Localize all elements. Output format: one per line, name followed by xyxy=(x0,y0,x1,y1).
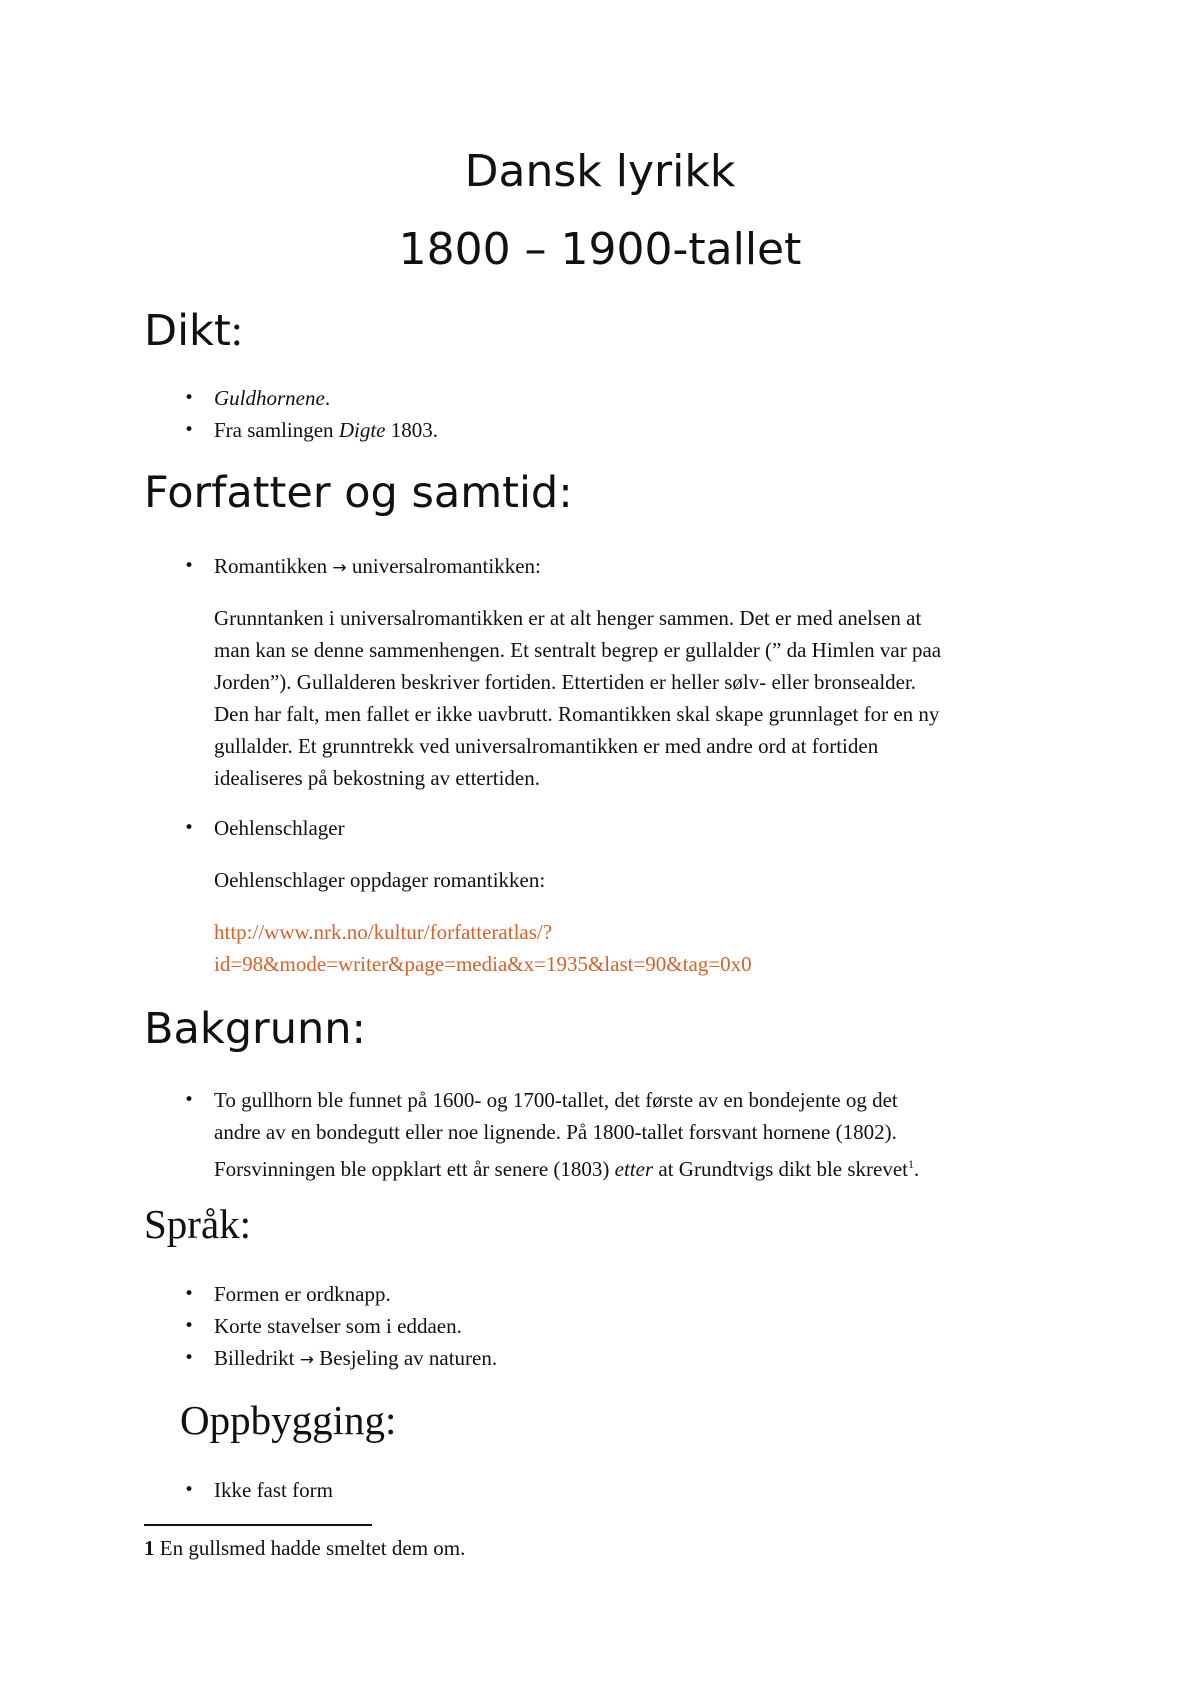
heading-dikt-colon: : xyxy=(230,308,243,355)
line-text: at Grundtvigs dikt ble skrevet xyxy=(653,1157,908,1181)
paragraph-line: Den har falt, men fallet er ikke uavbrutt. Romantikken skal skape grunnlaget for en ny xyxy=(214,702,940,726)
paragraph-line: To gullhorn ble funnet på 1600- og 1700-tallet, det første av en bondejente og det xyxy=(214,1088,898,1112)
footnote xyxy=(144,1532,465,1564)
heading-sprak: Språk: xyxy=(144,1201,252,1247)
list-item-text: Besjeling av naturen. xyxy=(314,1346,498,1370)
list-item-text: Billedrikt xyxy=(214,1346,300,1370)
footnote-number: 1 xyxy=(144,1536,155,1560)
list-item: Oehlenschlager xyxy=(214,816,345,840)
bullet-icon: • xyxy=(184,1284,195,1304)
nrk-link[interactable] xyxy=(214,916,1094,980)
paragraph-line xyxy=(214,1148,1094,1185)
bullet-icon: • xyxy=(184,1316,195,1336)
paragraph-line: andre av en bondegutt eller noe lignende. På 1800-tallet forsvant hornene (1802). xyxy=(214,1120,897,1144)
bakgrunn-paragraph xyxy=(214,1084,1094,1185)
paragraph-line: idealiseres på bekostning av ettertiden. xyxy=(214,766,540,790)
list-item-text: Fra samlingen xyxy=(214,418,339,442)
bullet-icon: • xyxy=(184,388,195,408)
list-item xyxy=(214,414,1074,446)
bullet-icon: • xyxy=(184,1480,195,1500)
heading-dikt-text: Dikt xyxy=(144,306,231,356)
footnote-reference[interactable]: 1 xyxy=(908,1157,914,1171)
list-item-text: Romantikken xyxy=(214,554,333,578)
emphasis: etter xyxy=(614,1157,654,1181)
line-text: Forsvinningen ble oppklart ett år senere (1803) xyxy=(214,1157,615,1181)
bullet-icon: • xyxy=(184,1090,195,1110)
collection-title: Digte xyxy=(338,418,386,442)
paragraph-universalromantikk xyxy=(214,602,1094,794)
document-subtitle: 1800 – 1900-tallet xyxy=(398,224,802,275)
heading-dikt xyxy=(144,306,243,356)
arrow-right-icon: → xyxy=(299,1350,314,1370)
paragraph-line: Jorden”). Gullalderen beskriver fortiden. Ettertiden er heller sølv- eller bronsealder. xyxy=(214,670,917,694)
list-item: Korte stavelser som i eddaen. xyxy=(214,1314,462,1338)
list-item xyxy=(214,382,1074,414)
line-text: . xyxy=(914,1157,920,1181)
list-item xyxy=(214,1342,1074,1376)
list-item: Formen er ordknapp. xyxy=(214,1282,391,1306)
link-line[interactable]: id=98&mode=writer&page=media&x=1935&last=90&tag=0x0 xyxy=(214,952,752,976)
document-title: Dansk lyrikk xyxy=(464,146,736,197)
paragraph-line: gullalder. Et grunntrekk ved universalromantikken er med andre ord at fortiden xyxy=(214,734,879,758)
oehlenschlager-text: Oehlenschlager oppdager romantikken: xyxy=(214,868,546,892)
paragraph-line: Grunntanken i universalromantikken er at alt henger sammen. Det er med anelsen at xyxy=(214,606,922,630)
list-item-text: universalromantikken: xyxy=(346,554,541,578)
heading-bakgrunn: Bakgrunn: xyxy=(144,1004,366,1054)
bullet-icon: • xyxy=(184,420,195,440)
bullet-icon: • xyxy=(184,1348,195,1368)
footnote-text: En gullsmed hadde smeltet dem om. xyxy=(154,1536,466,1560)
poem-title: Guldhornene xyxy=(214,386,325,410)
list-item: Ikke fast form xyxy=(214,1478,333,1502)
list-item-suffix: 1803. xyxy=(385,418,438,442)
list-item-suffix: . xyxy=(324,386,331,410)
bullet-icon: • xyxy=(184,818,195,838)
paragraph-line: man kan se denne sammenhengen. Et sentralt begrep er gullalder (” da Himlen var paa xyxy=(214,638,942,662)
arrow-right-icon: → xyxy=(332,558,347,578)
heading-forfatter: Forfatter og samtid: xyxy=(144,468,573,518)
heading-oppbygging: Oppbygging: xyxy=(180,1397,397,1443)
link-line[interactable]: http://www.nrk.no/kultur/forfatteratlas/? xyxy=(214,920,553,944)
footnote-separator xyxy=(144,1524,372,1526)
bullet-icon: • xyxy=(184,556,195,576)
list-item xyxy=(214,550,1074,584)
